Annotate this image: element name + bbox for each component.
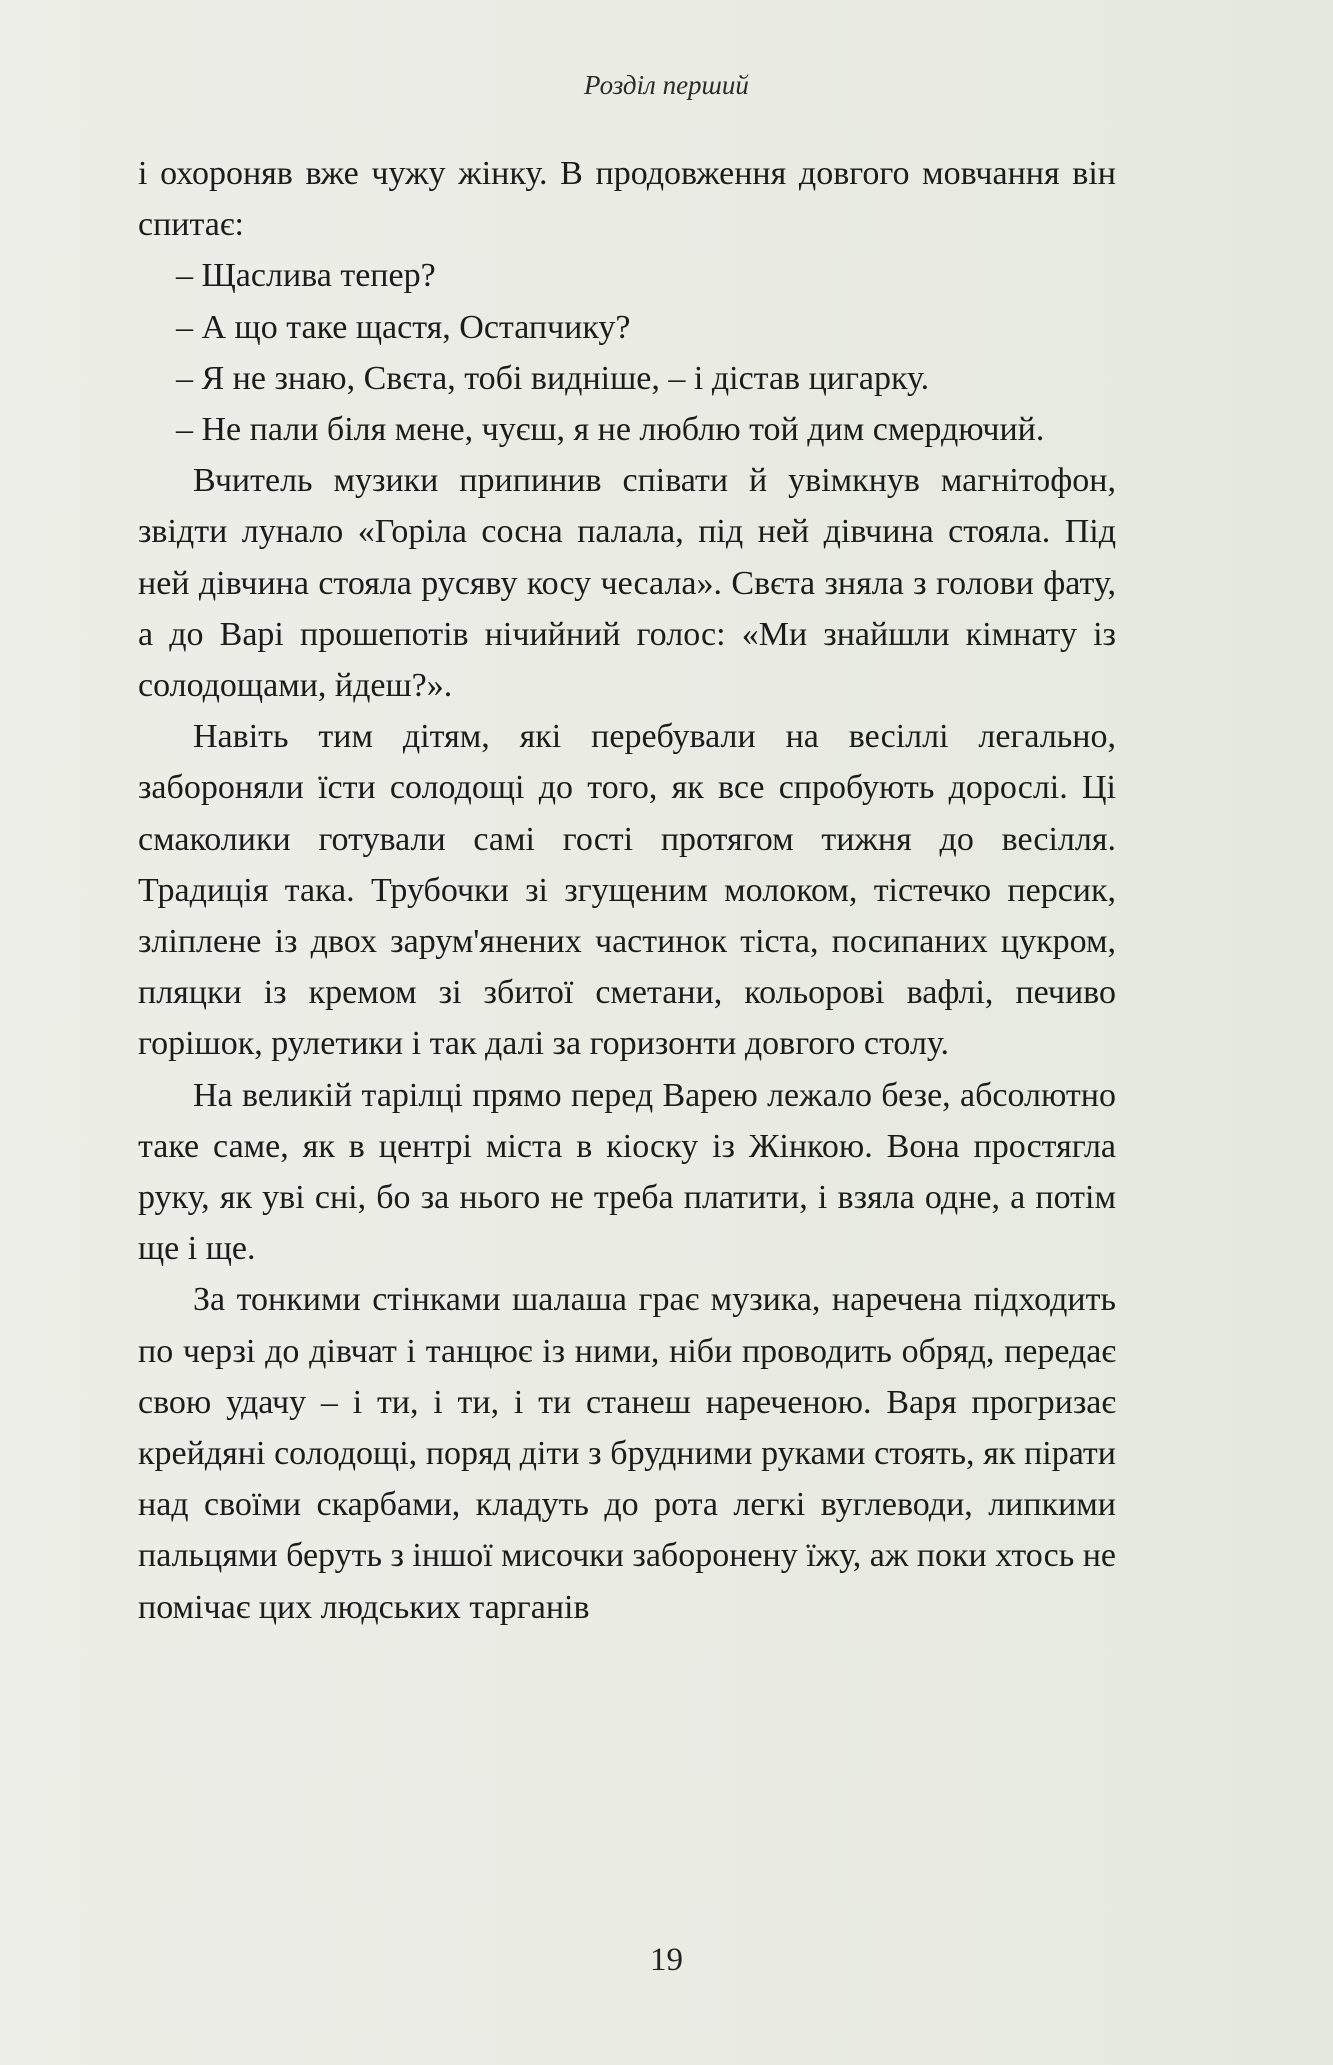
paragraph-continuation: і охороняв вже чужу жінку. В продовження довгого мовчання він спитає: (138, 155, 1116, 244)
dialogue-line: – Щаслива тепер? (176, 257, 436, 295)
paragraph: За тонкими стінками шалаша грає музика, наречена підходить по черзі до дівчат і танцює із ними, ніби проводить обряд, передає свою удачу – і ти, і ти, і ти станеш нареченою. Варя прогризає крейдяні солодощі, поряд діти з брудними руками стоять, як пірати над своїми скарбами, кладуть до рота легкі вуглеводи, липкими пальцями беруть з іншої мисочки заборонену їжу, аж поки хтось не помічає цих людських тарганів (138, 1281, 1117, 1626)
paragraph: Навіть тим дітям, які перебували на весіллі легально, забороняли їсти солодощі до того, як все спробують дорослі. Ці смаколики готували самі гості протягом тижня до весілля. Традиція така. Трубочки зі згущеним молоком, тістечко персик, зліплене із двох зарум'янених частинок тіста, посипаних цукром, пляцки із кремом зі збитої сметани, кольорові вафлі, печиво горішок, рулетики і так далі за горизонти довгого столу. (138, 718, 1116, 1063)
paragraph: На великій тарілці прямо перед Варею лежало безе, абсолютно таке саме, як в центрі міста в кіоску із Жінкою. Вона простягла руку, як уві сні, бо за нього не треба платити, і взяла одне, а потім ще і ще. (138, 1076, 1116, 1268)
dialogue-line: – Не пали біля мене, чуєш, я не люблю той дим смердючий. (176, 411, 1045, 449)
dialogue-line: – А що таке щастя, Остапчику? (176, 308, 631, 346)
body-text (138, 148, 1116, 1633)
dialogue-line: – Я не знаю, Свєта, тобі видніше, – і дістав цигарку. (176, 359, 930, 397)
page-number: 19 (650, 1942, 683, 1978)
paragraph: Вчитель музики припинив співати й увімкнув магнітофон, звідти лунало «Горіла сосна палала, під ней дівчина стояла. Під ней дівчина стояла русяву косу чесала». Свєта зняла з голови фату, а до Варі прошепотів нічийний голос: «Ми знайшли кімнату із солодощами, йдеш?». (138, 462, 1116, 705)
chapter-header: Розділ перший (584, 70, 749, 100)
